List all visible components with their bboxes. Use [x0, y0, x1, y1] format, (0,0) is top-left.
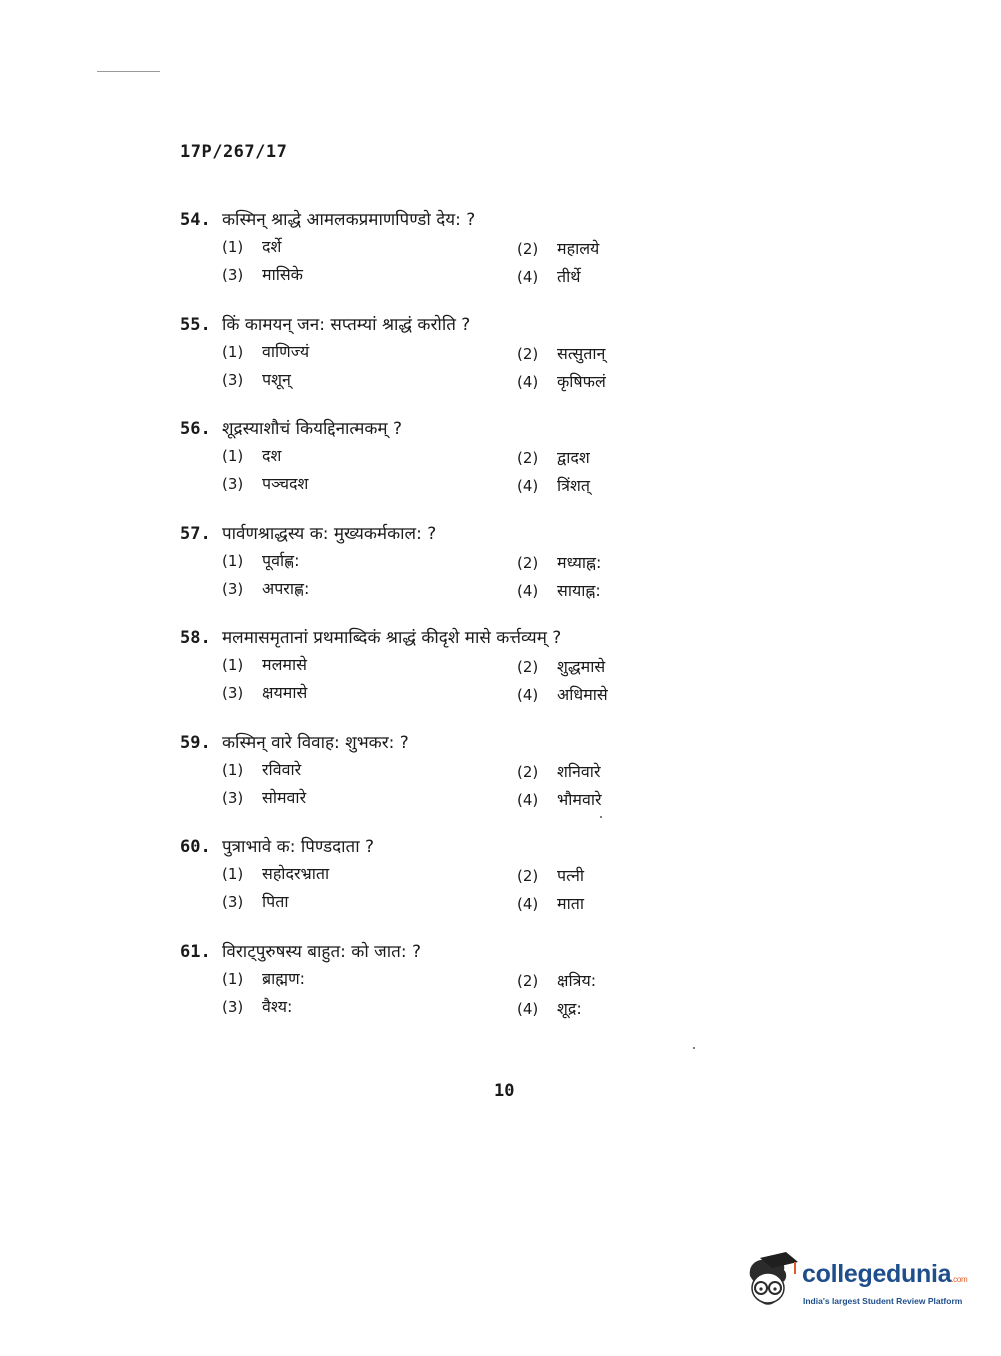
option-text: दश	[262, 446, 282, 465]
option-text: दर्शे	[262, 237, 282, 256]
option-number: (1)	[222, 865, 244, 883]
option-text: क्षत्रिय:	[557, 970, 597, 990]
option-text: महालये	[557, 239, 600, 258]
answer-option-3	[222, 786, 306, 808]
option-text: सोमवारे	[262, 787, 307, 807]
answer-option-4	[517, 788, 602, 810]
question-text: मलमासमृतानां प्रथमाब्दिकं श्राद्धं कीदृशे मासे कर्त्तव्यम् ?	[222, 628, 562, 648]
option-number: (4)	[517, 477, 539, 495]
answer-option-4	[517, 892, 584, 914]
answer-option-3	[222, 368, 291, 390]
question-55	[180, 312, 650, 417]
option-text: पत्नी	[557, 866, 585, 885]
answer-option-3	[222, 577, 309, 599]
collegedunia-watermark	[742, 1252, 972, 1316]
answer-option-1	[222, 862, 329, 884]
option-number: (2)	[517, 867, 539, 885]
question-stem	[180, 521, 436, 544]
question-number: 60.	[180, 837, 211, 857]
answer-option-2	[517, 551, 601, 573]
option-text: अधिमासे	[557, 685, 608, 704]
question-number: 58.	[180, 628, 211, 648]
answer-option-1	[222, 967, 305, 989]
answer-option-2	[517, 342, 605, 364]
option-text: शनिवारे	[557, 761, 601, 781]
question-list	[180, 207, 650, 1043]
question-number: 55.	[180, 314, 211, 335]
option-text: रविवारे	[262, 759, 302, 779]
option-number: (4)	[517, 581, 539, 600]
brand-name: collegedunia.com	[802, 1260, 968, 1288]
option-number: (1)	[222, 447, 244, 465]
answer-option-4	[517, 370, 606, 392]
option-text: सहोदरभ्राता	[262, 864, 330, 883]
option-number: (4)	[517, 268, 539, 286]
option-number: (3)	[222, 893, 244, 911]
answer-option-2	[517, 237, 599, 259]
answer-option-4	[517, 683, 608, 705]
question-58	[180, 625, 650, 730]
option-number: (2)	[517, 762, 539, 781]
option-text: अपराह्ण:	[262, 578, 310, 598]
option-number: (3)	[222, 475, 244, 493]
option-text: सायाह्न:	[557, 580, 601, 600]
question-number: 59.	[180, 732, 211, 753]
question-54	[180, 207, 650, 312]
option-text: कृषिफलं	[557, 371, 606, 391]
student-mascot-icon	[742, 1252, 798, 1312]
option-number: (3)	[222, 788, 244, 807]
answer-option-4	[517, 579, 601, 601]
question-text: विराट्पुरुषस्य बाहुत: को जात: ?	[222, 941, 421, 962]
option-number: (1)	[222, 342, 244, 361]
option-text: त्रिंशत्	[557, 476, 590, 495]
option-text: मध्याह्न:	[557, 552, 602, 572]
question-stem	[180, 312, 470, 335]
question-text: किं कामयन् जन: सप्तम्यां श्राद्धं करोति ?	[222, 314, 471, 335]
question-text: शूद्रस्याशौचं कियद्दिनात्मकम् ?	[222, 419, 403, 439]
option-number: (4)	[517, 372, 539, 391]
paper-code: 17P/267/17	[180, 142, 288, 162]
option-number: (2)	[517, 449, 539, 467]
option-text: वैश्य:	[262, 996, 293, 1016]
option-number: (4)	[517, 999, 539, 1018]
question-60	[180, 834, 650, 939]
option-number: (3)	[222, 370, 244, 389]
option-text: शूद्र:	[557, 998, 582, 1018]
question-text: कस्मिन् वारे विवाह: शुभकर: ?	[222, 732, 409, 753]
option-text: द्वादश	[557, 448, 590, 467]
brand-tld: .com	[951, 1275, 968, 1284]
option-text: भौमवारे	[557, 789, 602, 809]
option-text: शुद्धमासे	[557, 657, 606, 676]
answer-option-1	[222, 653, 307, 675]
answer-option-3	[222, 890, 289, 912]
option-text: तीर्थे	[557, 267, 581, 286]
question-stem	[180, 207, 475, 230]
answer-option-1	[222, 340, 309, 362]
option-number: (2)	[517, 240, 539, 258]
answer-option-1	[222, 758, 301, 780]
answer-option-3	[222, 263, 303, 285]
question-56	[180, 416, 650, 521]
page-number: 10	[494, 1081, 515, 1101]
question-stem	[180, 730, 409, 753]
answer-option-3	[222, 472, 308, 494]
option-text: पूर्वाह्ण:	[262, 550, 300, 570]
option-number: (3)	[222, 266, 244, 284]
question-text: पार्वणश्राद्धस्य क: मुख्यकर्मकाल: ?	[222, 523, 437, 544]
option-text: मासिके	[262, 265, 303, 284]
answer-option-3	[222, 995, 292, 1017]
option-text: वाणिज्यं	[262, 341, 310, 361]
answer-option-2	[517, 969, 596, 991]
option-number: (3)	[222, 997, 244, 1016]
answer-option-2	[517, 446, 590, 468]
question-number: 54.	[180, 210, 211, 230]
option-number: (2)	[517, 344, 539, 363]
option-text: पशून्	[262, 369, 291, 389]
option-text: क्षयमासे	[262, 683, 308, 702]
option-number: (2)	[517, 553, 539, 572]
question-text: कस्मिन् श्राद्धे आमलकप्रमाणपिण्डो देय: ?	[222, 210, 476, 230]
scan-speck	[693, 1047, 695, 1049]
question-stem	[180, 416, 402, 439]
option-number: (1)	[222, 969, 244, 988]
answer-option-2	[517, 760, 601, 782]
option-number: (1)	[222, 551, 244, 570]
option-number: (1)	[222, 656, 244, 674]
answer-option-3	[222, 681, 307, 703]
option-number: (4)	[517, 686, 539, 704]
option-number: (3)	[222, 579, 244, 598]
option-text: सत्सुतान्	[557, 343, 606, 363]
answer-option-1	[222, 235, 281, 257]
question-number: 61.	[180, 941, 211, 962]
question-text: पुत्राभावे क: पिण्डदाता ?	[222, 837, 375, 857]
answer-option-2	[517, 655, 605, 677]
option-text: पिता	[262, 892, 289, 911]
option-text: पञ्चदश	[262, 474, 309, 493]
question-59	[180, 730, 650, 835]
question-stem	[180, 834, 374, 857]
answer-option-4	[517, 265, 581, 287]
question-number: 57.	[180, 523, 211, 544]
top-divider	[97, 71, 160, 72]
answer-option-4	[517, 997, 582, 1019]
answer-option-1	[222, 444, 281, 466]
question-57	[180, 521, 650, 626]
option-number: (4)	[517, 895, 539, 913]
option-number: (4)	[517, 790, 539, 809]
question-stem	[180, 625, 561, 648]
question-stem	[180, 939, 421, 962]
option-number: (1)	[222, 760, 244, 779]
option-text: माता	[557, 894, 584, 913]
option-number: (2)	[517, 971, 539, 990]
question-61	[180, 939, 650, 1044]
answer-option-2	[517, 864, 584, 886]
option-text: ब्राह्मण:	[262, 968, 306, 988]
option-text: मलमासे	[262, 655, 307, 674]
answer-option-4	[517, 474, 590, 496]
brand-tagline: India's largest Student Review Platform	[803, 1296, 963, 1306]
option-number: (2)	[517, 658, 539, 676]
option-number: (1)	[222, 238, 244, 256]
option-number: (3)	[222, 684, 244, 702]
question-number: 56.	[180, 419, 211, 439]
scan-speck	[600, 816, 602, 818]
answer-option-1	[222, 549, 300, 571]
